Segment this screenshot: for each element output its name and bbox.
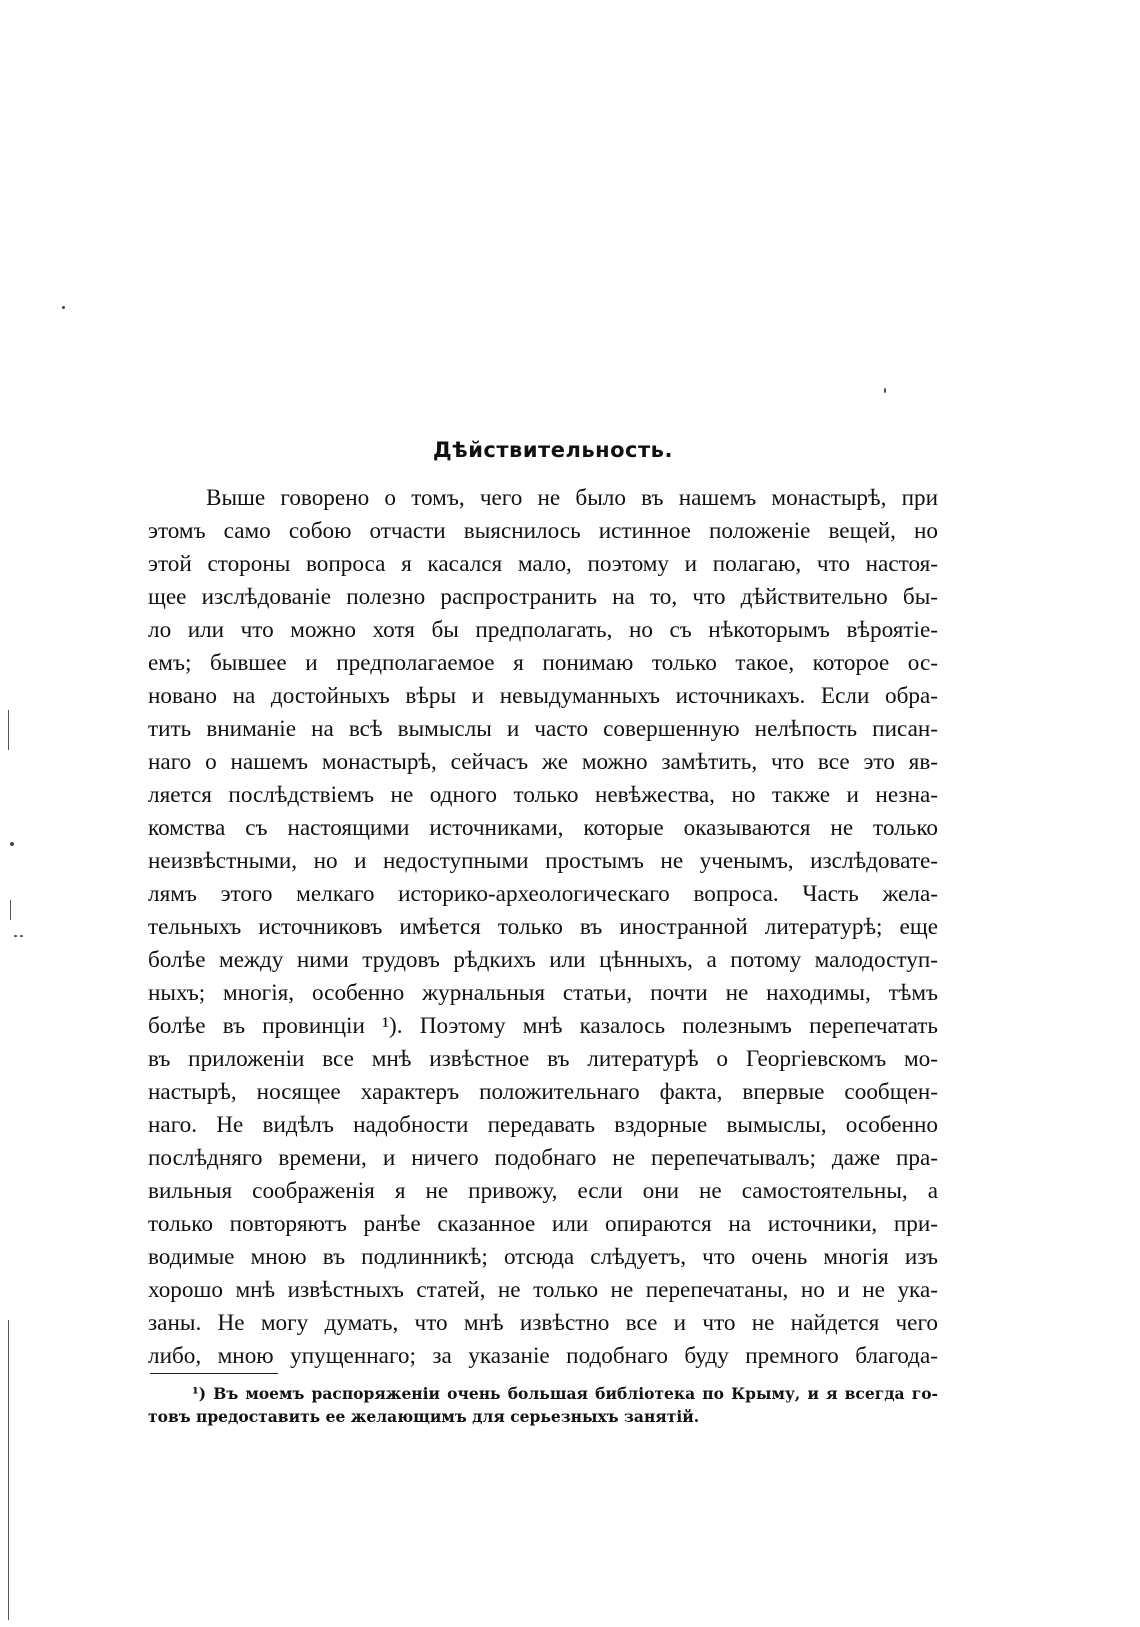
text-line: либо, мною упущеннаго; за указаніе подобнаго буду премного благода- bbox=[148, 1343, 938, 1369]
text-line: болѣе между ними трудовъ рѣдкихъ или цѣнныхъ, а потому малодоступ- bbox=[148, 947, 938, 973]
text-line: послѣдняго времени, и ничего подобнаго не перепечатывалъ; даже пра- bbox=[148, 1145, 938, 1171]
text-line: настырѣ, носящее характеръ положительнаго факта, впервые сообщен- bbox=[148, 1079, 938, 1105]
footnote-line: товъ предоставить ее желающимъ для серьезныхъ занятій. bbox=[148, 1407, 700, 1426]
scan-speck bbox=[62, 306, 65, 309]
scan-speck bbox=[10, 842, 14, 846]
text-line: лямъ этого мелкаго историко-археологическаго вопроса. Часть жела- bbox=[148, 881, 938, 907]
text-line: хорошо мнѣ извѣстныхъ статей, не только не перепечатаны, но и не ука- bbox=[148, 1277, 938, 1303]
text-line: ляется послѣдствіемъ не одного только невѣжества, но также и незна- bbox=[148, 782, 938, 808]
main-text bbox=[148, 482, 938, 1373]
text-line: тельныхъ источниковъ имѣется только въ иностранной литературѣ; еще bbox=[148, 914, 938, 940]
text-line: заны. Не могу думать, что мнѣ извѣстно все и что не найдется чего bbox=[148, 1310, 938, 1336]
footnote bbox=[148, 1382, 938, 1428]
scan-edge-mark bbox=[10, 900, 11, 920]
text-line: Выше говорено о томъ, чего не было въ нашемъ монастырѣ, при bbox=[206, 485, 938, 511]
text-line: наго о нашемъ монастырѣ, сейчасъ же можно замѣтить, что все это яв- bbox=[148, 749, 938, 775]
section-heading: Дѣйствительность. bbox=[433, 438, 673, 462]
scan-speck bbox=[884, 388, 886, 393]
scan-speck bbox=[20, 935, 23, 937]
text-line: этомъ само собою отчасти выяснилось истинное положеніе вещей, но bbox=[148, 518, 938, 544]
text-line: въ приложеніи все мнѣ извѣстное въ литературѣ о Георгіевскомъ мо- bbox=[148, 1046, 938, 1072]
text-line: болѣе въ провинціи ¹). Поэтому мнѣ казалось полезнымъ перепечатать bbox=[148, 1013, 938, 1039]
scan-edge-mark bbox=[8, 710, 9, 750]
text-line: вильныя соображенія я не привожу, если они не самостоятельны, а bbox=[148, 1178, 938, 1204]
text-line: ло или что можно хотя бы предполагать, но съ нѣкоторымъ вѣроятіе- bbox=[148, 617, 938, 643]
text-line: новано на достойныхъ вѣры и невыдуманныхъ источникахъ. Если обра- bbox=[148, 683, 938, 709]
text-line: наго. Не видѣлъ надобности передавать вздорные вымыслы, особенно bbox=[148, 1112, 938, 1138]
text-line: емъ; бывшее и предполагаемое я понимаю только такое, которое ос- bbox=[148, 650, 938, 676]
text-line: тить вниманіе на всѣ вымыслы и часто совершенную нелѣпость писан- bbox=[148, 716, 938, 742]
scan-edge-mark bbox=[8, 1320, 9, 1620]
text-line: ныхъ; многія, особенно журнальныя статьи, почти не находимы, тѣмъ bbox=[148, 980, 938, 1006]
text-line: водимые мною въ подлинникѣ; отсюда слѣдуетъ, что очень многія изъ bbox=[148, 1244, 938, 1270]
scan-speck bbox=[14, 935, 17, 937]
text-line: щее изслѣдованіе полезно распространить на то, что дѣйствительно бы- bbox=[148, 584, 938, 610]
footnote-line: ¹) Въ моемъ распоряженіи очень большая библіотека по Крыму, и я всегда го- bbox=[192, 1384, 938, 1403]
text-line: неизвѣстными, но и недоступными простымъ не ученымъ, изслѣдовате- bbox=[148, 848, 938, 874]
text-line: только повторяютъ ранѣе сказанное или опираются на источники, при- bbox=[148, 1211, 938, 1237]
footnote-rule bbox=[150, 1373, 278, 1374]
text-line: комства съ настоящими источниками, которые оказываются не только bbox=[148, 815, 938, 841]
text-line: этой стороны вопроса я касался мало, поэтому и полагаю, что настоя- bbox=[148, 551, 938, 577]
